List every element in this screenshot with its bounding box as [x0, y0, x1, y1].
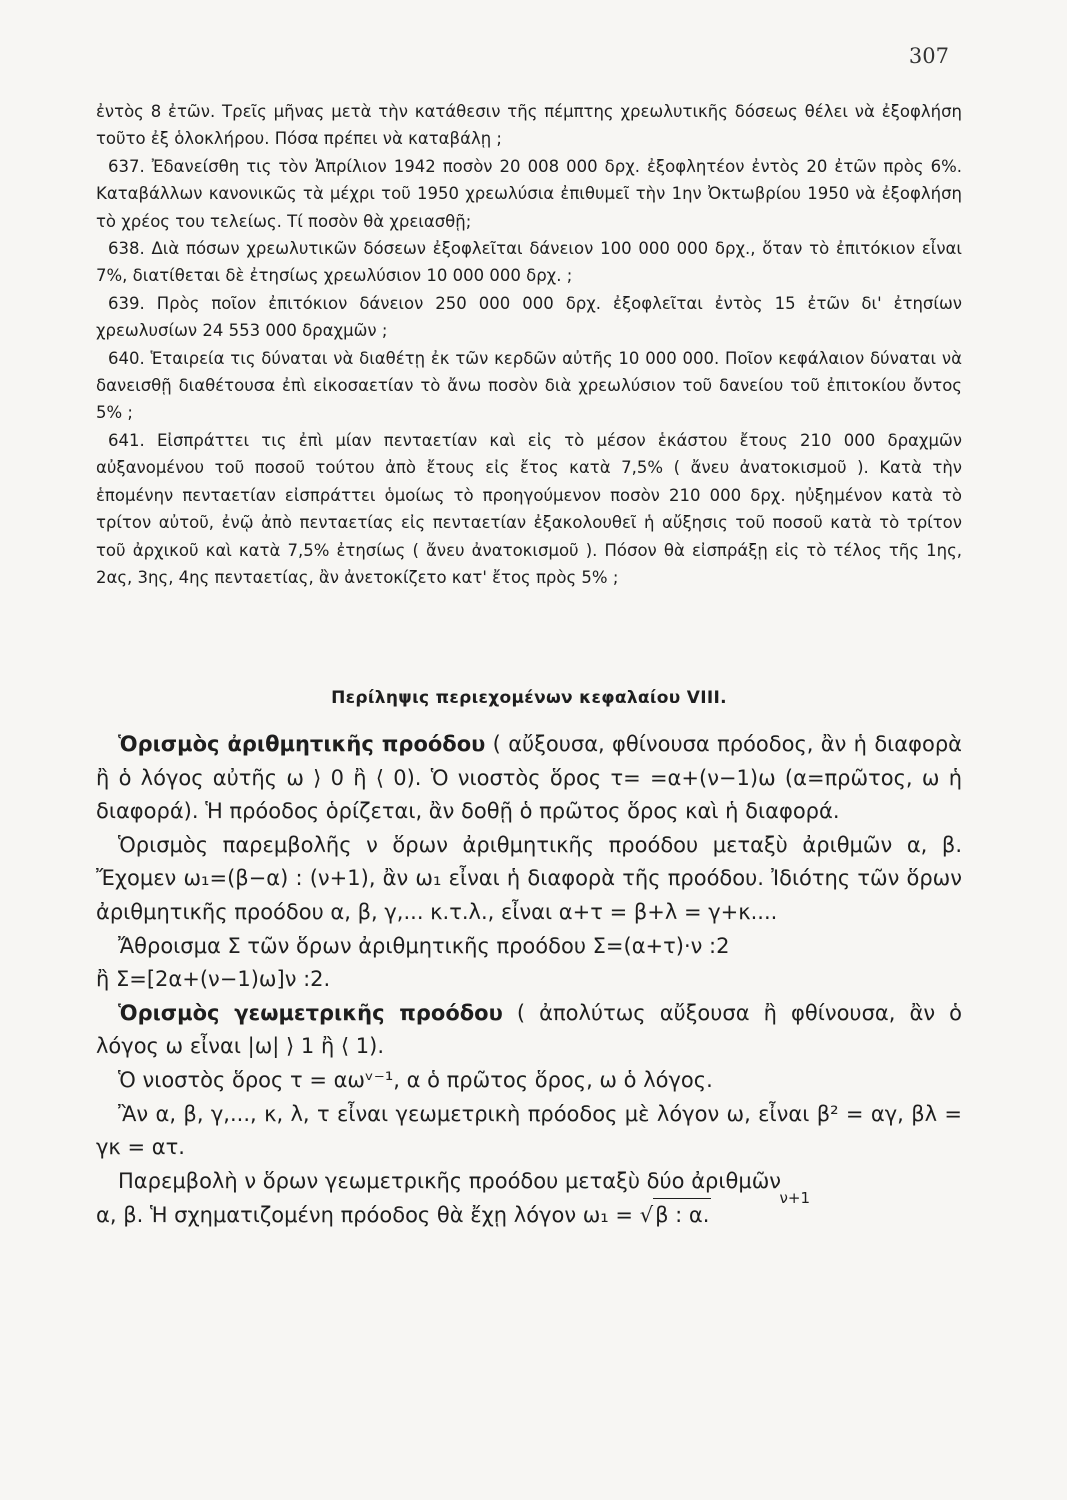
exercise-636-tail: ἐντὸς 8 ἐτῶν. Τρεῖς μῆνας μετὰ τὴν κατάθεσιν τῆς πέμπτης χρεωλυτικῆς δόσεως θέλει νὰ ἐξοφλήση τοῦτο ἐξ ὁλοκλήρου. Πόσα πρέπει νὰ καταβάλῃ ;: [96, 102, 962, 149]
interpolation-text: α, β. Ἡ σχηματιζομένη πρόοδος θὰ ἔχῃ λόγον ω₁ =: [96, 1203, 640, 1228]
exercise-641: 641. Εἰσπράττει τις ἐπὶ μίαν πενταετίαν καὶ εἰς τὸ μέσον ἑκάστου ἔτους 210 000 δραχμῶν αὐξανομένου τοῦ ποσοῦ τούτου ἀπὸ ἔτους εἰς ἔτος κατὰ 7,5% ( ἄνευ ἀνατοκισμοῦ ). Κατὰ τὴν ἑπομένην πενταετίαν εἰσπράττει ὁμοίως τὸ προηγούμενον ποσὸν 210 000 δρχ. ηὐξημένον κατὰ τὸ τρίτον αὐτοῦ, ἐνῷ ἀπὸ πενταετίας εἰς πενταετίαν ἐξακολουθεῖ ἡ αὔξησις τοῦ ποσοῦ κατὰ τὸ τρίτον τοῦ ἀρχικοῦ καὶ κατὰ 7,5% ἐτησίως ( ἄνευ ἀνατοκισμοῦ ). Πόσον θὰ εἰσπράξῃ εἰς τὸ τέλος τῆς 1ης, 2ας, 3ης, 4ης πενταετίας, ἂν ἀνετοκίζετο κατ' ἔτος πρὸς 5% ;: [96, 430, 962, 587]
arithmetic-definition-text: ( αὔξουσα, φθίνουσα πρόοδος, ἂν ἡ διαφορὰ ἢ ὁ λόγος αὐτῆς ω ⟩ 0 ἢ ⟨ 0). Ὁ νιοστὸς ὅρος τ= =α+(ν−1)ω (α=πρῶτος, ω ἡ διαφορά). Ἡ πρόοδος ὁρίζεται, ἂν δοθῇ ὁ πρῶτος ὅρος καὶ ἡ διαφορά.: [96, 732, 962, 824]
root-sign: √: [639, 1203, 654, 1228]
geometric-definition-text: ( ἀπολύτως αὔξουσα ἢ φθίνουσα, ἂν ὁ λόγος ω εἶναι |ω| ⟩ 1 ἢ ⟨ 1).: [96, 1000, 962, 1059]
geometric-interpolation-line-1: Παρεμβολὴ ν ὅρων γεωμετρικῆς προόδου μεταξὺ δύο ἀριθμῶν: [118, 1168, 782, 1193]
geometric-property: Ἂν α, β, γ,..., κ, λ, τ εἶναι γεωμετρικὴ πρόοδος μὲ λόγον ω, εἶναι β² = αγ, βλ = γκ = ατ.: [96, 1101, 962, 1160]
chapter-summary-heading: Περίληψις περιεχομένων κεφαλαίου VIII.: [331, 688, 727, 708]
geometric-nth-term: Ὁ νιοστὸς ὅρος τ = αωᵛ⁻¹, α ὁ πρῶτος ὅρος, ω ὁ λόγος.: [118, 1067, 713, 1092]
page-number: 307: [908, 44, 949, 68]
exercise-640: 640. Ἑταιρεία τις δύναται νὰ διαθέτῃ ἐκ τῶν κερδῶν αὐτῆς 10 000 000. Ποῖον κεφάλαιον δύναται νὰ δανεισθῇ διαθέτουσα ἐπὶ εἰκοσαετίαν τὸ ἄνω ποσὸν διὰ χρεωλύσιον τοῦ δανείου τοῦ ἐπιτοκίου ὄντος 5% ;: [96, 348, 962, 423]
exercise-638: 638. Διὰ πόσων χρεωλυτικῶν δόσεων ἐξοφλεῖται δάνειον 100 000 000 δρχ., ὅταν τὸ ἐπιτόκιον εἶναι 7%, διατίθεται δὲ ἐτησίως χρεωλύσιον 10 000 000 δρχ. ;: [96, 239, 962, 286]
arithmetic-definition-term: Ὁρισμὸς ἀριθμητικῆς προόδου: [118, 732, 486, 756]
root-radicand: β : α.: [653, 1198, 711, 1233]
exercise-639: 639. Πρὸς ποῖον ἐπιτόκιον δάνειον 250 000 000 δρχ. ἐξοφλεῖται ἐντὸς 15 ἐτῶν δι' ἐτησίων χρεωλυσίων 24 553 000 δραχμῶν ;: [96, 293, 962, 341]
arithmetic-progression-definition: [96, 728, 962, 829]
exercise-list: [96, 98, 962, 591]
exercise-637: 637. Ἐδανείσθη τις τὸν Ἀπρίλιον 1942 ποσὸν 20 008 000 δρχ. ἐξοφλητέον ἐντὸς 20 ἐτῶν πρὸς 6%. Καταβάλλων κανονικῶς τὰ μέχρι τοῦ 1950 χρεωλύσια ἐπιθυμεῖ τὴν 1ην Ὀκτωβρίου 1950 νὰ ἐξοφλήση τὸ χρέος του τελείως. Τί ποσὸν θὰ χρειασθῇ;: [96, 156, 962, 231]
geometric-progression-definition: [96, 997, 962, 1064]
arithmetic-sum-line-2: ἢ Σ=[2α+(ν−1)ω]ν :2.: [96, 967, 331, 992]
geometric-interpolation-line-2: [96, 1189, 962, 1233]
arithmetic-sum-line-1: Ἄθροισμα Σ τῶν ὅρων ἀριθμητικῆς προόδου Σ=(α+τ)·ν :2: [118, 933, 730, 958]
arithmetic-interpolation: Ὁρισμὸς παρεμβολῆς ν ὅρων ἀριθμητικῆς προόδου μεταξὺ ἀριθμῶν α, β. Ἔχομεν ω₁=(β−α) : (ν+1), ἂν ω₁ εἶναι ἡ διαφορὰ τῆς προόδου. Ἰδιότης τῶν ὅρων ἀριθμητικῆς προόδου α, β, γ,... κ.τ.λ., εἶναι α+τ = β+λ = γ+κ....: [96, 832, 962, 924]
geometric-definition-term: Ὁρισμὸς γεωμετρικῆς προόδου: [118, 1000, 503, 1025]
chapter-summary: [96, 728, 962, 1233]
root-index: ν+1: [779, 1189, 810, 1208]
